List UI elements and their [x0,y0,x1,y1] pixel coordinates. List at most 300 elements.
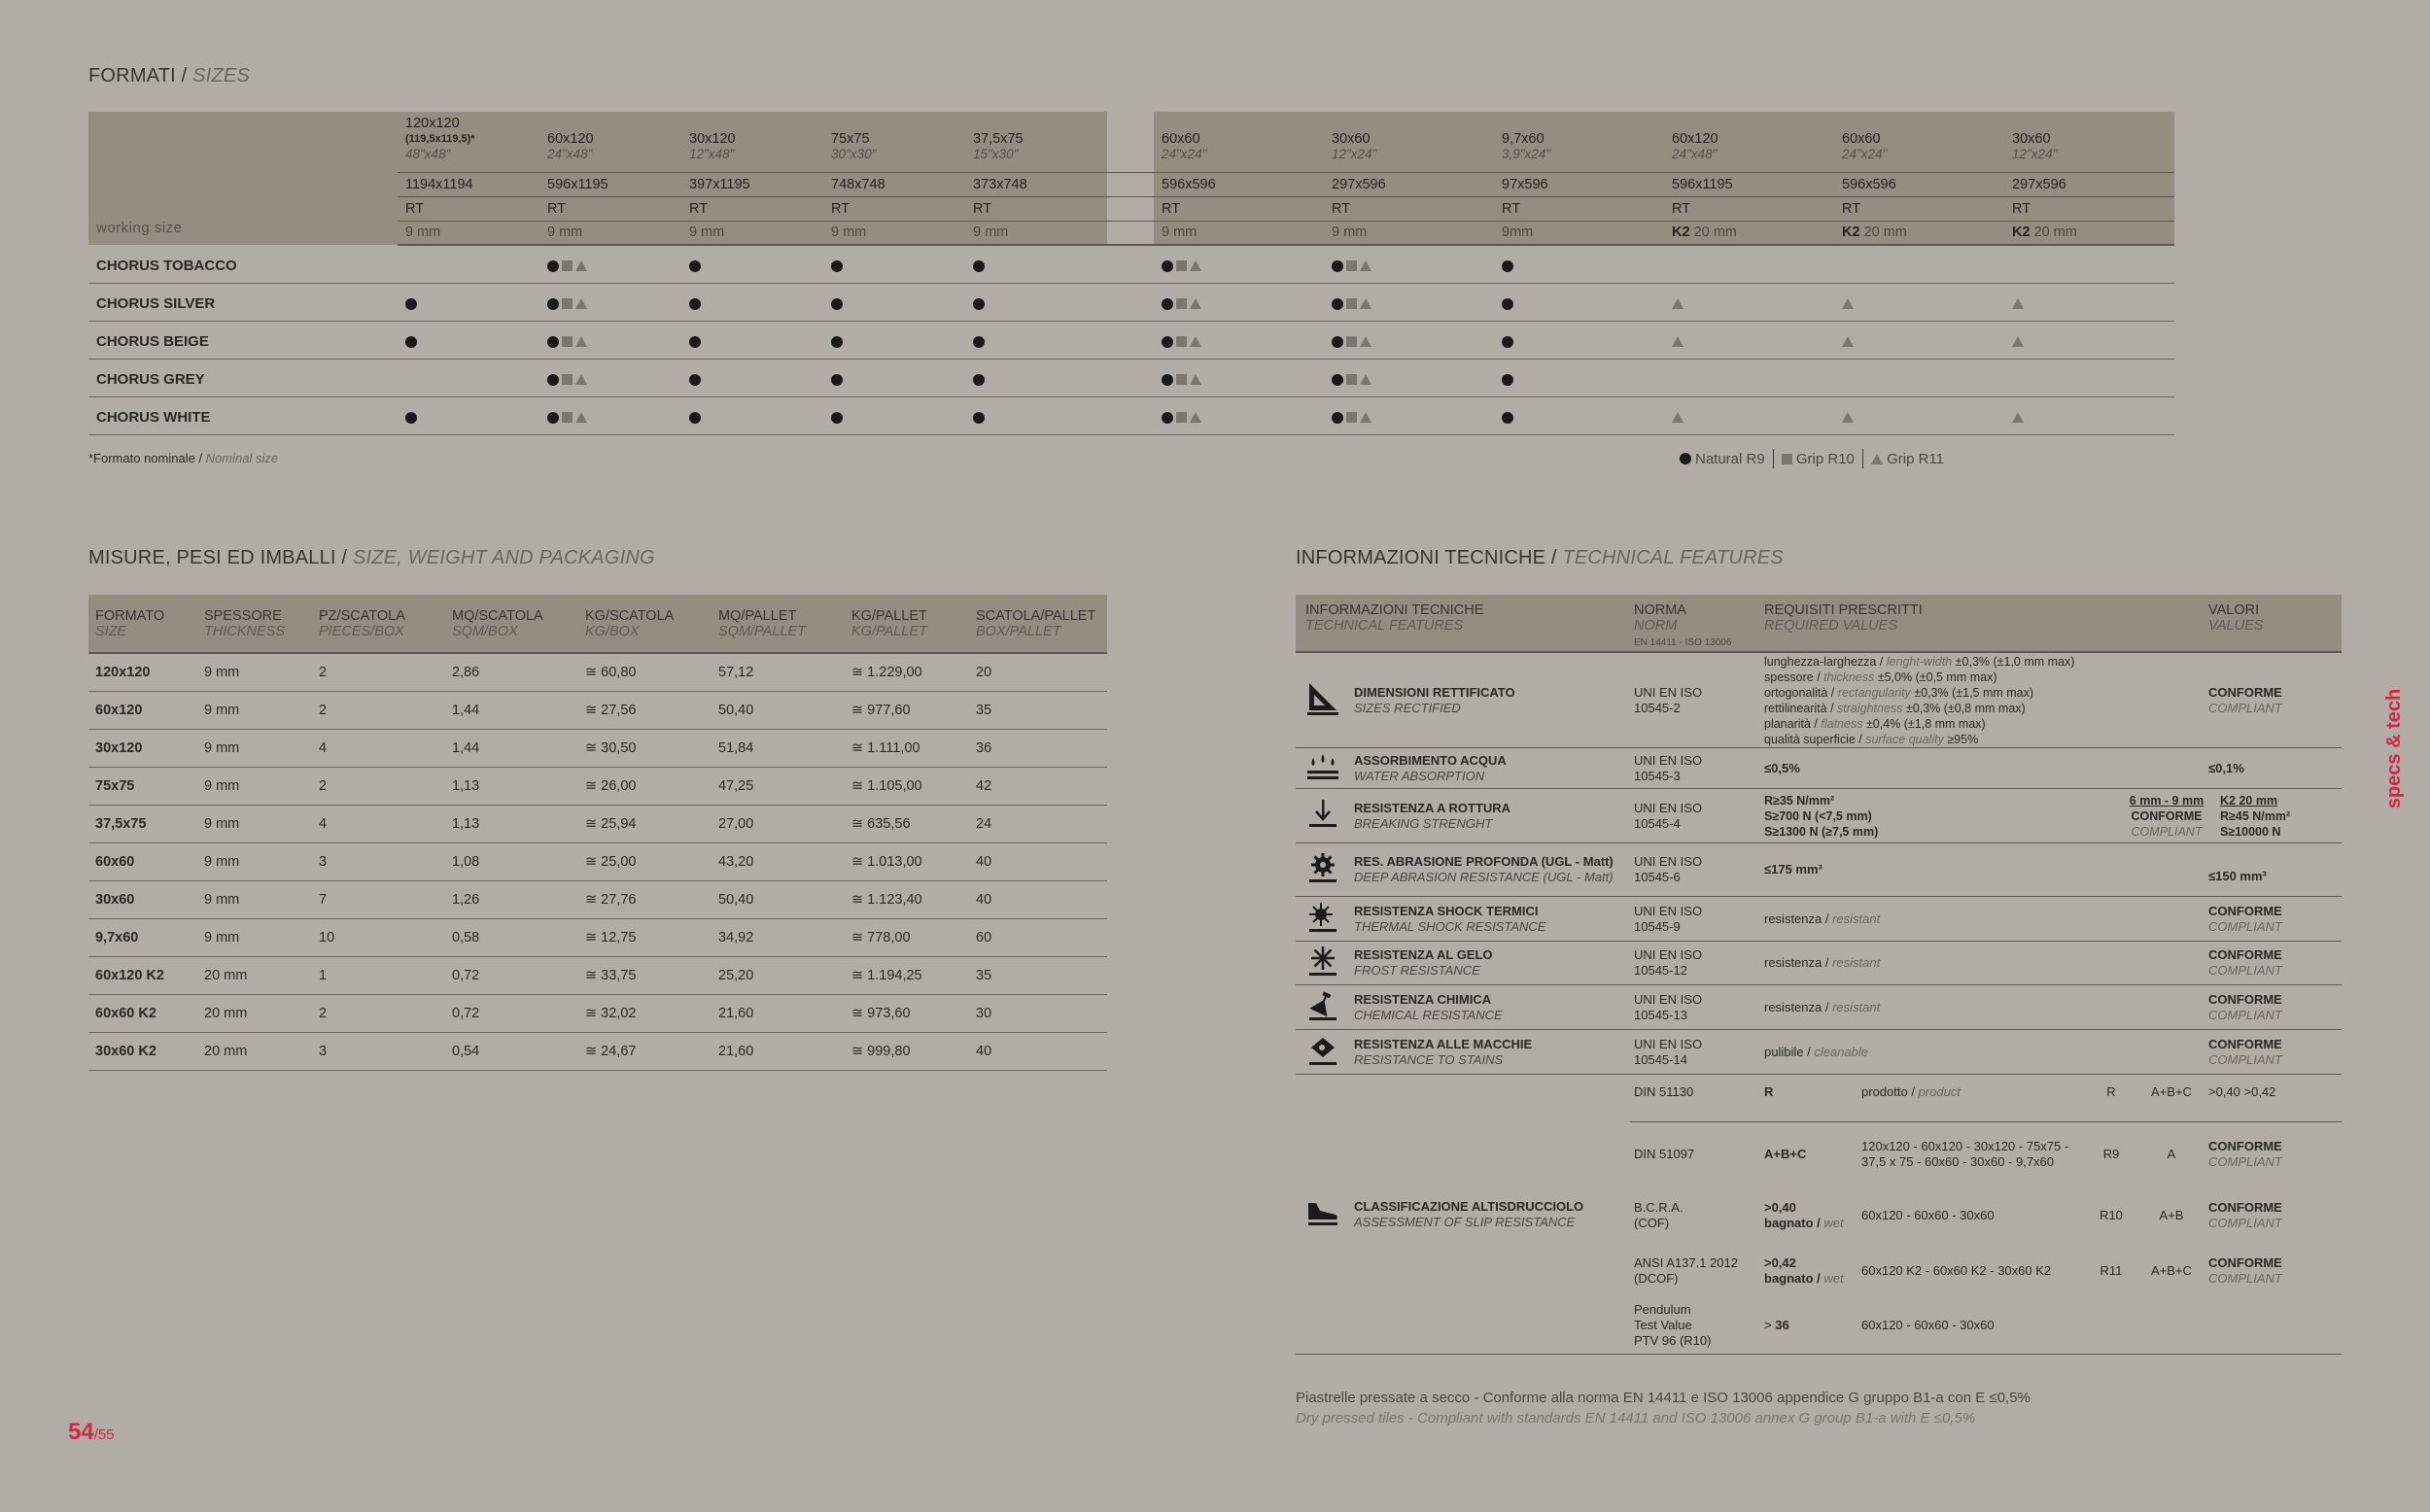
availability-cell [1324,283,1494,321]
availability-cell [823,396,965,434]
availability-cell [1154,321,1324,359]
grip-r11-icon [1360,260,1371,271]
packaging-cell: ≅ 1.013,00 [845,842,969,880]
packaging-cell: 30x60 [88,880,197,918]
row-stains: RESISTENZA ALLE MACCHIE RESISTANCE TO STAINS UNI EN ISO 10545-14 pulibile / cleanable CONFORME COMPLIANT [1296,1030,2342,1075]
legend-natural: Natural R9 [1695,450,1765,467]
grip-r10-icon [1346,336,1357,347]
row-slip-din51097: DIN 51097 A+B+C 120x120 - 60x120 - 30x120 - 75x75 - 37,5 x 75 - 60x60 - 30x60 - 9,7x60 R9 A CONFORME COMPLIANT [1634,1138,2282,1169]
availability-cell [1834,396,2004,434]
chemical-flask-icon [1305,989,1340,1022]
availability-cell [965,245,1107,283]
side-tab-specs[interactable]: specs & tech [2383,688,2406,808]
natural-icon [1502,412,1513,424]
packaging-cell: 3 [312,1032,445,1070]
natural-icon [547,260,559,272]
packaging-header: MQ/SCATOLA SQM/BOX [445,595,578,653]
availability-cell [1494,359,1664,396]
natural-icon [405,336,417,348]
size-edge: RT [1664,196,1834,221]
packaging-cell: 36 [969,729,1107,767]
availability-cell [1154,396,1324,434]
packaging-cell: 24 [969,805,1107,842]
grip-r11-icon [1871,454,1883,464]
packaging-cell: 1,44 [445,729,578,767]
packaging-cell: ≅ 27,56 [578,691,712,729]
natural-icon [973,298,985,310]
row-slip-din51130: CLASSIFICAZIONE ALTISDRUCCIOLO ASSESSMENT OF SLIP RESISTANCE DIN 51130 R prodotto / product R A+B+C >0,40 >0,42 [1296,1075,2342,1122]
packaging-cell: 10 [312,918,445,956]
availability-cell [539,321,681,359]
packaging-cell: 9 mm [197,729,312,767]
natural-icon [831,336,843,348]
collection-row [88,283,2174,321]
availability-cell [2004,321,2174,359]
grip-r10-icon [562,374,573,385]
sizes-footnote: *Formato nominale / Nominal size [88,451,279,465]
grip-r10-icon [562,298,573,309]
size-nominal: 30x60 12"x24" [2004,112,2174,172]
packaging-cell: ≅ 25,94 [578,805,712,842]
packaging-cell: 1,26 [445,880,578,918]
availability-cell [1664,359,1834,396]
packaging-cell: 40 [969,880,1107,918]
size-working: 596x1195 [539,172,681,196]
sizes-header-row [88,221,2174,245]
grip-r11-icon [1190,412,1201,423]
availability-cell [398,359,539,396]
packaging-row [88,994,1107,1032]
availability-cell [398,283,539,321]
size-nominal: 75x75 30"x30" [823,112,965,172]
natural-icon [1162,260,1173,272]
grip-r10-icon [1346,298,1357,309]
natural-icon [547,298,559,310]
row-frost: RESISTENZA AL GELO FROST RESISTANCE UNI EN ISO 10545-12 resistenza / resistant CONFORME COMPLIANT [1296,942,2342,985]
th-norm: NORMA NORM EN 14411 - ISO 13006 [1630,595,1760,652]
availability-cell [1664,245,1834,283]
packaging-row [88,918,1107,956]
natural-icon [1680,453,1691,464]
natural-icon [1332,412,1343,424]
size-working: 373x748 [965,172,1107,196]
natural-icon [405,298,417,310]
packaging-cell: 4 [312,805,445,842]
packaging-row [88,805,1107,842]
availability-cell [539,359,681,396]
natural-icon [689,260,701,272]
sizes-header-row [88,172,2174,196]
packaging-cell: 75x75 [88,767,197,805]
size-edge: RT [681,196,823,221]
natural-icon [1162,374,1173,386]
packaging-cell: 40 [969,1032,1107,1070]
size-nominal: 60x60 24"x24" [1154,112,1324,172]
grip-r11-icon [1842,412,1854,423]
row-rectified: DIMENSIONI RETTIFICATO SIZES RECTIFIED UNI EN ISO 10545-2 lunghezza-larghezza / lenght-width ±0,3% (±1,0 mm max) spessore / thickness ±5,0% (±0,5 mm max) ortogonalità / rectangularity ±0,3% (±1,5 mm max) rettilinearità / straightness ±0,3% (±0,8 mm max) planarità / flatness ±0,4% (±1,8 mm max) qualità superficie / surface quality ≥95% CONFORME COMPLIANT [1296,652,2342,748]
packaging-cell: 1,13 [445,767,578,805]
availability-cell [681,245,823,283]
packaging-cell: 2 [312,653,445,691]
grip-r11-icon [1360,374,1371,385]
availability-cell [2004,283,2174,321]
packaging-header: MQ/PALLET SQM/PALLET [712,595,845,653]
availability-cell [681,283,823,321]
size-thickness: 9 mm [823,221,965,245]
packaging-cell: 2 [312,767,445,805]
collection-name: CHORUS TOBACCO [88,245,398,283]
natural-icon [1502,298,1513,310]
grip-r10-icon [1346,260,1357,271]
sizes-title: FORMATI / SIZES [88,65,250,86]
packaging-cell: ≅ 27,76 [578,880,712,918]
availability-cell [1664,283,1834,321]
collection-row [88,396,2174,434]
size-edge: RT [398,196,539,221]
grip-r11-icon [575,298,587,309]
legend-grip-r10: Grip R10 [1795,450,1855,467]
grip-r11-icon [2012,412,2024,423]
grip-r10-icon [1346,412,1357,423]
row-slip-bcra: B.C.R.A. (COF) >0,40 bagnato / wet 60x120 - 60x60 - 30x60 R10 A+B CONFORME COMPLIANT [1634,1199,2282,1230]
grip-r11-icon [1360,412,1371,423]
size-thickness: K2 20 mm [1834,221,2004,245]
natural-icon [405,412,417,424]
packaging-cell: ≅ 1.123,40 [845,880,969,918]
natural-icon [1502,374,1513,386]
size-working: 297x596 [1324,172,1494,196]
row-slip-ansi: ANSI A137.1 2012 (DCOF) >0,42 bagnato / wet 60x120 K2 - 60x60 K2 - 30x60 K2 R11 A+B+C CONFORME COMPLIANT [1634,1255,2282,1286]
grip-r11-icon [1672,336,1684,347]
size-nominal: 120x120 (119,5x119,5)* 48"x48" [398,112,539,172]
availability-cell [823,283,965,321]
availability-cell [398,245,539,283]
grip-r10-icon [1176,336,1187,347]
packaging-row [88,956,1107,994]
packaging-cell: 30 [969,994,1107,1032]
size-thickness: K2 20 mm [1664,221,1834,245]
th-features: INFORMAZIONI TECNICHE TECHNICAL FEATURES [1296,595,1630,652]
grip-r11-icon [1190,336,1201,347]
row-chemical: RESISTENZA CHIMICA CHEMICAL RESISTANCE UNI EN ISO 10545-13 resistenza / resistant CONFORME COMPLIANT [1296,985,2342,1030]
packaging-cell: 3 [312,842,445,880]
availability-cell [965,321,1107,359]
natural-icon [689,336,701,348]
packaging-cell: 42 [969,767,1107,805]
size-thickness: K2 20 mm [2004,221,2174,245]
natural-icon [547,374,559,386]
grip-r11-icon [575,260,587,271]
size-nominal: 9,7x60 3,9"x24" [1494,112,1664,172]
abrasion-gear-icon [1305,851,1340,884]
natural-icon [1502,336,1513,348]
natural-icon [973,374,985,386]
collection-name: CHORUS BEIGE [88,321,398,359]
natural-icon [973,412,985,424]
natural-icon [1332,298,1343,310]
packaging-cell: 9 mm [197,767,312,805]
packaging-cell: 1 [312,956,445,994]
packaging-cell: 60x60 [88,842,197,880]
packaging-cell: ≅ 60,80 [578,653,712,691]
packaging-cell: 9 mm [197,880,312,918]
th-required: REQUISITI PRESCRITTI REQUIRED VALUES [1760,595,2204,652]
packaging-cell: 7 [312,880,445,918]
packaging-cell: ≅ 977,60 [845,691,969,729]
packaging-header: KG/PALLET KG/PALLET [845,595,969,653]
size-edge: RT [823,196,965,221]
packaging-row [88,653,1107,691]
packaging-cell: 20 mm [197,956,312,994]
sizes-table [88,112,2174,435]
packaging-cell: 9 mm [197,842,312,880]
packaging-cell: ≅ 1.111,00 [845,729,969,767]
packaging-cell: 9 mm [197,805,312,842]
size-thickness: 9 mm [539,221,681,245]
availability-cell [1834,321,2004,359]
packaging-cell: 30x120 [88,729,197,767]
row-slip-pendulum: Pendulum Test Value PTV 96 (R10) > 36 60x120 - 60x60 - 30x60 [1296,1298,2342,1355]
grip-r11-icon [575,412,587,423]
packaging-cell: 60x60 K2 [88,994,197,1032]
packaging-cell: 20 mm [197,994,312,1032]
stain-bucket-icon [1305,1034,1340,1067]
size-edge: RT [1324,196,1494,221]
natural-icon [1162,336,1173,348]
grip-r11-icon [1360,298,1371,309]
packaging-cell: 9,7x60 [88,918,197,956]
packaging-cell: 57,12 [712,653,845,691]
packaging-cell: 37,5x75 [88,805,197,842]
size-edge: RT [1494,196,1664,221]
packaging-cell: 2,86 [445,653,578,691]
size-working: 596x596 [1834,172,2004,196]
packaging-header: KG/SCATOLA KG/BOX [578,595,712,653]
grip-r11-icon [2012,298,2024,309]
natural-icon [1502,260,1513,272]
grip-r10-icon [1176,298,1187,309]
size-edge: RT [965,196,1107,221]
packaging-cell: 2 [312,994,445,1032]
size-working: 97x596 [1494,172,1664,196]
packaging-cell: ≅ 1.105,00 [845,767,969,805]
size-nominal: 30x120 12"x48" [681,112,823,172]
availability-cell [681,396,823,434]
availability-cell [823,359,965,396]
grip-r11-icon [575,336,587,347]
packaging-header: SPESSORE THICKNESS [197,595,312,653]
natural-icon [1332,260,1343,272]
water-drops-icon [1305,752,1340,781]
packaging-row [88,691,1107,729]
packaging-row [88,1032,1107,1070]
availability-cell [539,396,681,434]
packaging-cell: ≅ 1.229,00 [845,653,969,691]
availability-cell [1154,359,1324,396]
availability-cell [681,321,823,359]
size-nominal: 60x120 24"x48" [539,112,681,172]
size-edge: RT [539,196,681,221]
collection-row [88,321,2174,359]
availability-cell [965,283,1107,321]
technical-note: Piastrelle pressate a secco - Conforme alla norma EN 14411 e ISO 13006 appendice G gruppo B1-a con E ≤0,5% Dry pressed tiles - Compliant with standards EN 14411 and ISO 13006 annex G group B1-a with E ≤0,5% [1296,1390,2031,1426]
packaging-cell: 47,25 [712,767,845,805]
packaging-cell: ≅ 26,00 [578,767,712,805]
packaging-cell: 0,54 [445,1032,578,1070]
legend-grip-r11: Grip R11 [1887,450,1944,467]
thermal-shock-icon [1305,901,1340,934]
grip-r11-icon [1672,298,1684,309]
packaging-title: MISURE, PESI ED IMBALLI / SIZE, WEIGHT AND PACKAGING [88,547,655,568]
packaging-header: SCATOLA/PALLET BOX/PALLET [969,595,1107,653]
packaging-row [88,880,1107,918]
technical-title: INFORMAZIONI TECNICHE / TECHNICAL FEATURES [1296,547,1784,568]
packaging-cell: 51,84 [712,729,845,767]
packaging-cell: 4 [312,729,445,767]
grip-r11-icon [1842,336,1854,347]
packaging-row [88,767,1107,805]
packaging-cell: 9 mm [197,691,312,729]
collection-name: CHORUS GREY [88,359,398,396]
packaging-header: PZ/SCATOLA PIECES/BOX [312,595,445,653]
availability-cell [1494,283,1664,321]
packaging-cell: 60x120 K2 [88,956,197,994]
availability-cell [1324,245,1494,283]
availability-cell [1494,245,1664,283]
grip-r11-icon [1842,298,1854,309]
natural-icon [547,412,559,424]
availability-cell [1324,321,1494,359]
packaging-cell: 30x60 K2 [88,1032,197,1070]
size-thickness: 9mm [1494,221,1664,245]
packaging-cell: 1,13 [445,805,578,842]
packaging-cell: ≅ 973,60 [845,994,969,1032]
availability-cell [965,359,1107,396]
packaging-header: FORMATO SIZE [88,595,197,653]
grip-r11-icon [2012,336,2024,347]
natural-icon [973,260,985,272]
packaging-cell: 20 [969,653,1107,691]
packaging-cell: 40 [969,842,1107,880]
availability-cell [1834,359,2004,396]
size-thickness: 9 mm [965,221,1107,245]
natural-icon [689,412,701,424]
packaging-cell: 0,58 [445,918,578,956]
packaging-cell: ≅ 12,75 [578,918,712,956]
packaging-table [88,595,1107,1071]
packaging-cell: 43,20 [712,842,845,880]
shoe-icon [1304,1195,1341,1230]
packaging-cell: 1,08 [445,842,578,880]
surface-legend [1672,449,1952,468]
packaging-cell: ≅ 32,02 [578,994,712,1032]
row-abrasion: RES. ABRASIONE PROFONDA (UGL - Matt) DEEP ABRASION RESISTANCE (UGL - Matt) UNI EN ISO 10545-6 ≤175 mm³ ≤150 mm³ [1296,843,2342,897]
availability-cell [1154,245,1324,283]
grip-r10-icon [1176,260,1187,271]
sizes-header-row [88,196,2174,221]
grip-r10-icon [1176,374,1187,385]
grip-r10-icon [1176,412,1187,423]
availability-cell [398,321,539,359]
packaging-cell: 60x120 [88,691,197,729]
availability-cell [1664,321,1834,359]
grip-r11-icon [1190,298,1201,309]
packaging-cell: 25,20 [712,956,845,994]
availability-cell [2004,359,2174,396]
availability-cell [1324,396,1494,434]
packaging-row [88,842,1107,880]
availability-cell [1834,245,2004,283]
breaking-arrow-icon [1305,798,1340,831]
packaging-cell: 0,72 [445,994,578,1032]
packaging-cell: 35 [969,956,1107,994]
availability-cell [1154,283,1324,321]
availability-cell [823,245,965,283]
natural-icon [689,298,701,310]
packaging-cell: ≅ 24,67 [578,1032,712,1070]
natural-icon [831,412,843,424]
size-working: 1194x1194 [398,172,539,196]
size-working: 397x1195 [681,172,823,196]
natural-icon [1332,374,1343,386]
packaging-cell: 20 mm [197,1032,312,1070]
packaging-cell: 60 [969,918,1107,956]
grip-r10-icon [562,336,573,347]
packaging-cell: 1,44 [445,691,578,729]
availability-cell [1834,283,2004,321]
size-edge: RT [2004,196,2174,221]
collection-name: CHORUS SILVER [88,283,398,321]
natural-icon [973,336,985,348]
grip-r11-icon [1190,374,1201,385]
natural-icon [1162,298,1173,310]
availability-cell [539,283,681,321]
size-working: 748x748 [823,172,965,196]
size-nominal: 37,5x75 15"x30" [965,112,1107,172]
collection-row [88,359,2174,396]
availability-cell [965,396,1107,434]
grip-r11-icon [575,374,587,385]
packaging-cell: 50,40 [712,691,845,729]
packaging-cell: 21,60 [712,1032,845,1070]
th-values: VALORI VALUES [2204,595,2342,652]
size-nominal: 60x60 24"x24" [1834,112,2004,172]
packaging-cell: 120x120 [88,653,197,691]
packaging-cell: 0,72 [445,956,578,994]
working-size-label: working size [88,112,398,245]
grip-r10-icon [562,260,573,271]
size-thickness: 9 mm [398,221,539,245]
packaging-cell: 35 [969,691,1107,729]
availability-cell [1494,396,1664,434]
availability-cell [2004,245,2174,283]
packaging-cell: 34,92 [712,918,845,956]
grip-r10-icon [1346,374,1357,385]
grip-r11-icon [1190,260,1201,271]
size-nominal: 60x120 24"x48" [1664,112,1834,172]
availability-cell [1664,396,1834,434]
size-edge: RT [1154,196,1324,221]
packaging-cell: ≅ 635,56 [845,805,969,842]
size-thickness: 9 mm [681,221,823,245]
row-water: ASSORBIMENTO ACQUA WATER ABSORPTION UNI EN ISO 10545-3 ≤0,5% ≤0,1% [1296,748,2342,789]
natural-icon [1162,412,1173,424]
grip-r10-icon [562,412,573,423]
availability-cell [1494,321,1664,359]
page-number: 54/55 [68,1419,115,1445]
natural-icon [831,374,843,386]
packaging-row [88,729,1107,767]
